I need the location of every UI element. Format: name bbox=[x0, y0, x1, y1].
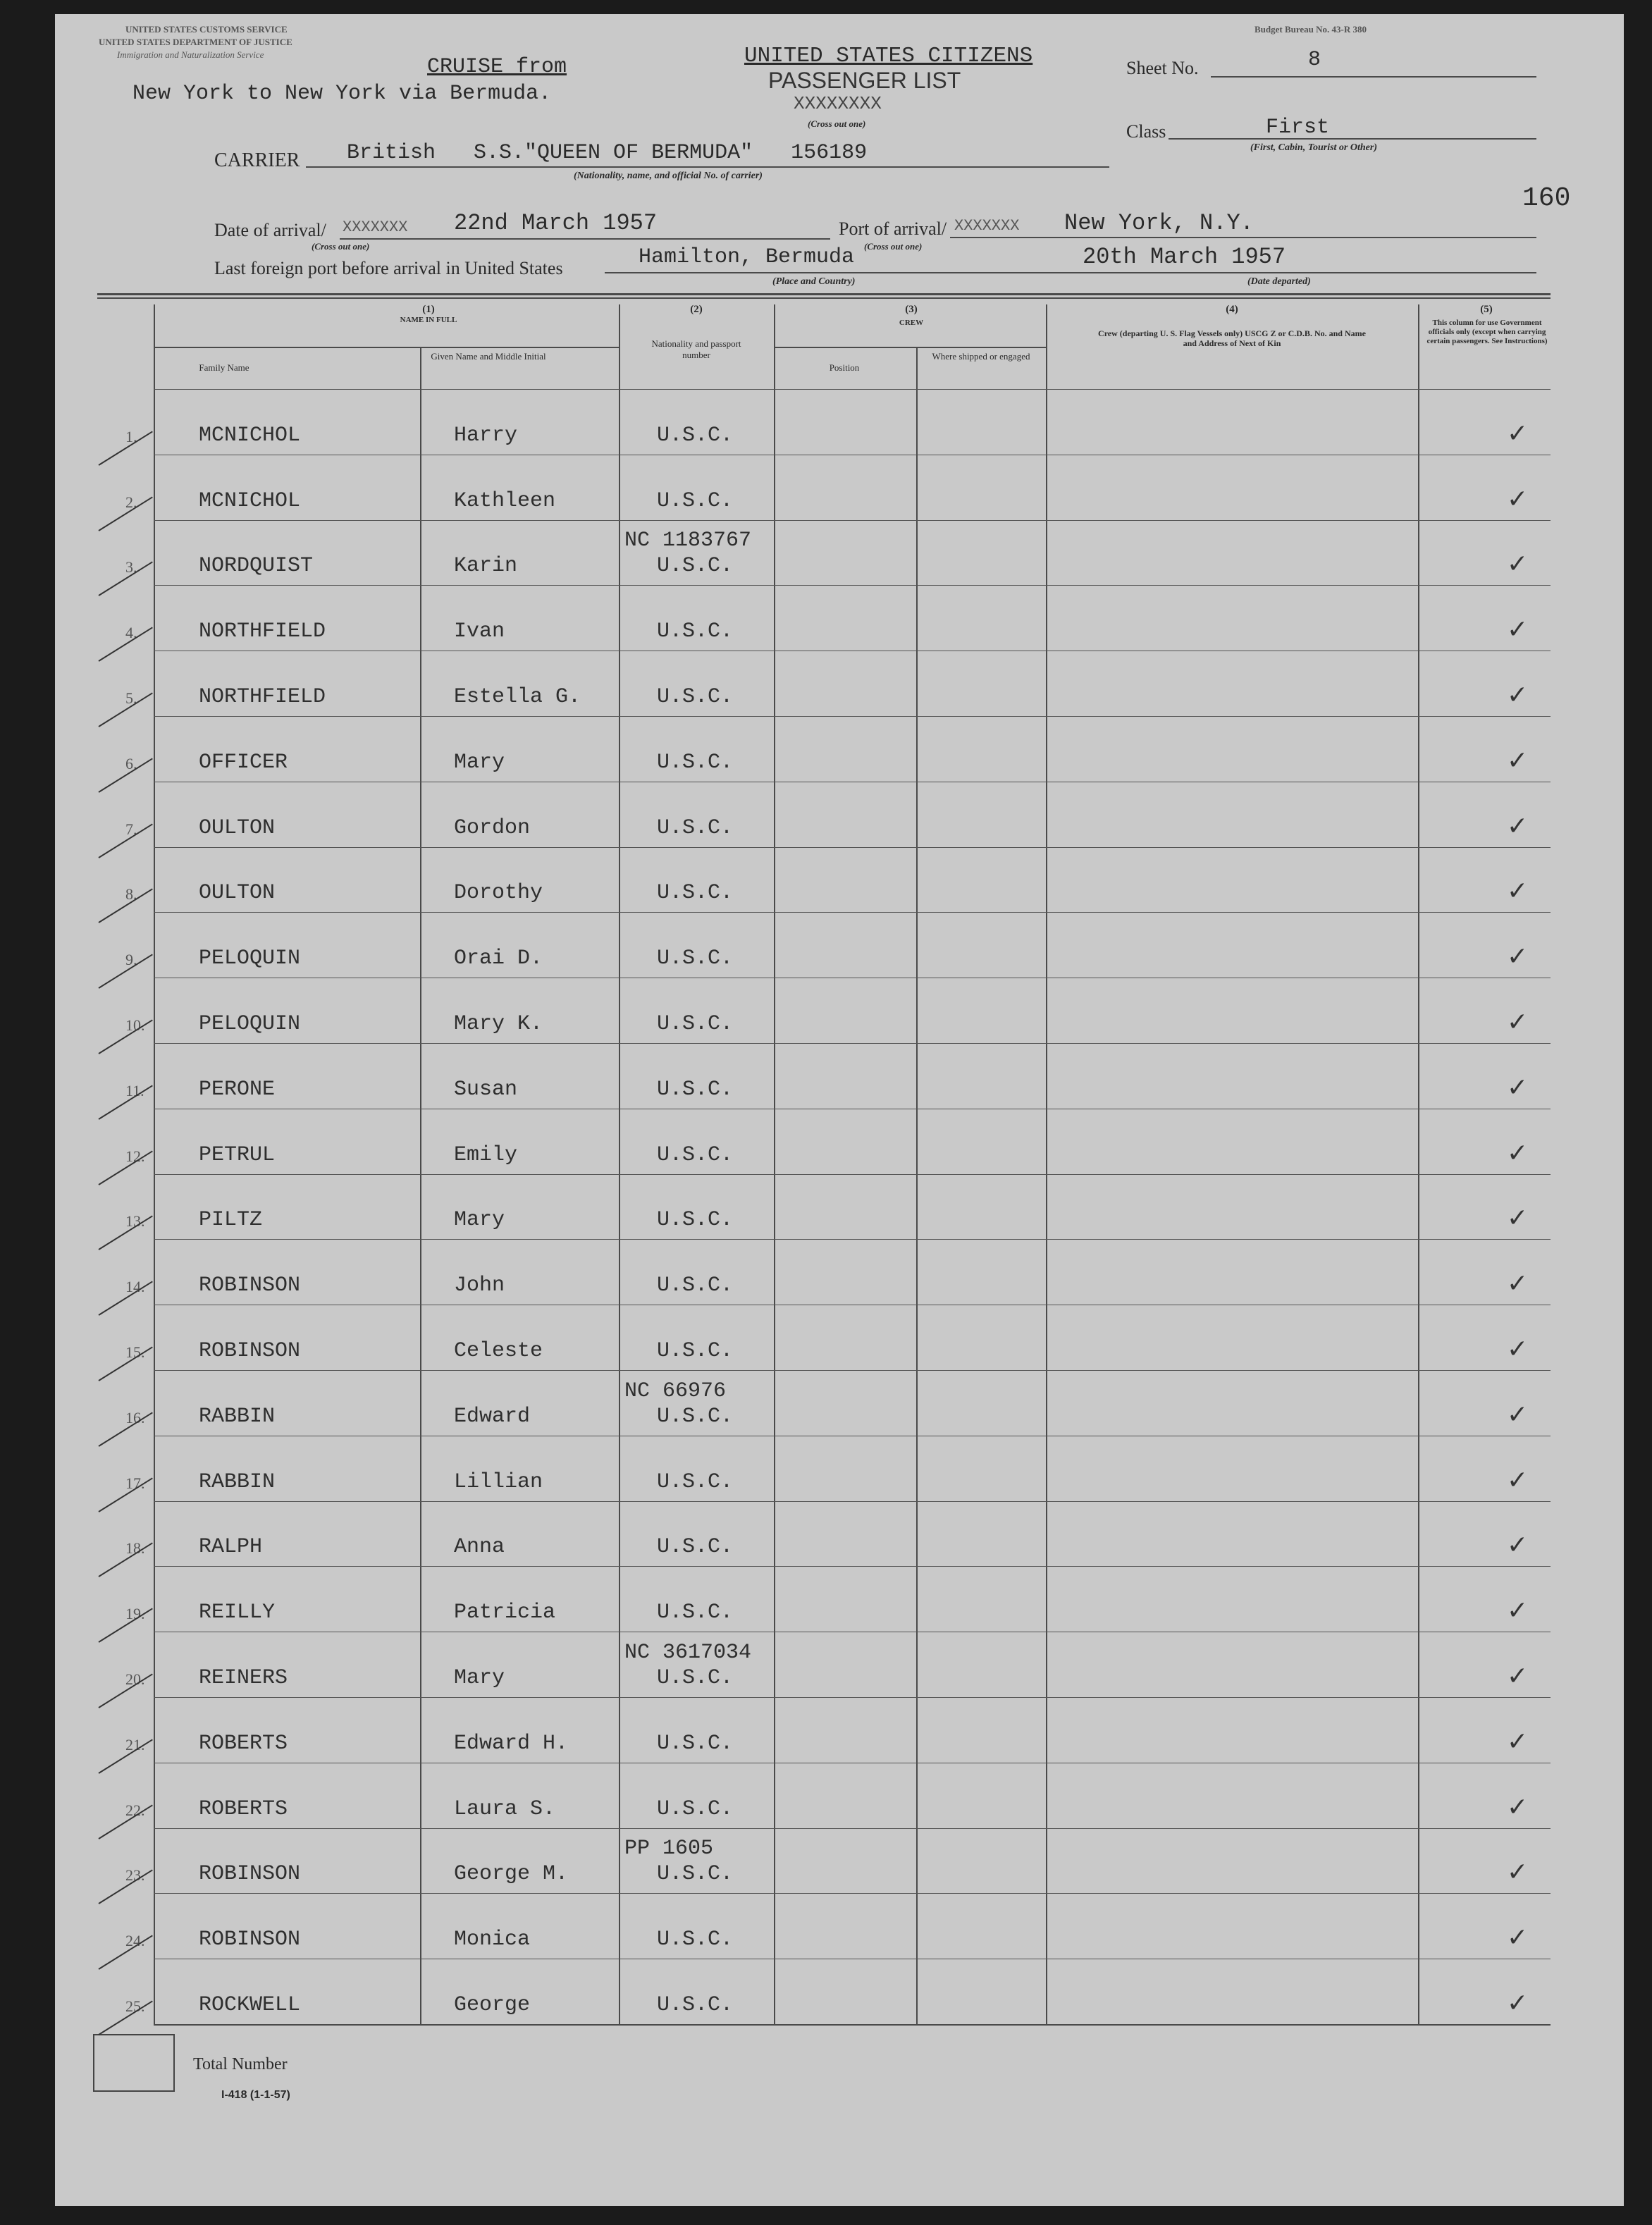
nationality: U.S.C. bbox=[657, 815, 734, 840]
nationality: U.S.C. bbox=[657, 1208, 734, 1233]
given-name: Estella G. bbox=[454, 685, 581, 709]
carrier-value: British S.S."QUEEN OF BERMUDA" 156189 bbox=[347, 141, 868, 165]
row-number: 15. bbox=[125, 1343, 145, 1361]
passport-number: PP 1605 bbox=[624, 1837, 714, 1861]
row-number: 19. bbox=[125, 1605, 145, 1623]
row-number: 18. bbox=[125, 1539, 145, 1558]
col2-heading: Nationality and passport number bbox=[651, 338, 741, 360]
col4-heading: Crew (departing U. S. Flag Vessels only) USCG Z or C.D.B. No. and Name and Address of Next of Kin bbox=[1098, 328, 1366, 349]
nationality: U.S.C. bbox=[657, 685, 734, 709]
row-number: 3. bbox=[125, 558, 137, 577]
col4-number: (4) bbox=[1226, 304, 1238, 315]
family-name: PETRUL bbox=[199, 1142, 276, 1167]
last-port-label: Last foreign port before arrival in United States bbox=[214, 258, 563, 278]
row-number: 10. bbox=[125, 1016, 145, 1034]
given-name: Orai D. bbox=[454, 947, 543, 971]
cruise-label: CRUISE from bbox=[427, 55, 567, 79]
col3-number: (3) bbox=[905, 304, 918, 315]
position-heading: Position bbox=[829, 362, 860, 373]
family-name: OFFICER bbox=[199, 750, 288, 775]
row-number: 24. bbox=[125, 1932, 145, 1950]
given-name: Patricia bbox=[454, 1601, 556, 1625]
nationality: U.S.C. bbox=[657, 1731, 734, 1756]
col1-heading: NAME IN FULL bbox=[400, 316, 457, 324]
family-name: MCNICHOL bbox=[199, 488, 301, 513]
check-mark: ✓ bbox=[1507, 811, 1529, 841]
check-mark: ✓ bbox=[1507, 1989, 1529, 2018]
nationality: U.S.C. bbox=[657, 1666, 734, 1690]
family-name: ROBERTS bbox=[199, 1796, 288, 1821]
col1-number: (1) bbox=[422, 304, 435, 315]
check-mark: ✓ bbox=[1507, 1662, 1529, 1691]
row-number: 17. bbox=[125, 1474, 145, 1492]
given-name: Anna bbox=[454, 1535, 505, 1560]
check-mark: ✓ bbox=[1507, 419, 1529, 448]
family-name: ROBINSON bbox=[199, 1339, 301, 1363]
given-name: Edward H. bbox=[454, 1731, 569, 1756]
check-mark: ✓ bbox=[1507, 1792, 1529, 1822]
port-arrival-label: Port of arrival/ bbox=[839, 218, 947, 239]
nationality: U.S.C. bbox=[657, 1274, 734, 1298]
family-name: RABBIN bbox=[199, 1404, 276, 1429]
family-name: PELOQUIN bbox=[199, 1012, 301, 1036]
check-mark: ✓ bbox=[1507, 1858, 1529, 1887]
row-number: 5. bbox=[125, 689, 137, 707]
agency-line-3: Immigration and Naturalization Service bbox=[117, 49, 264, 60]
family-name: ROBINSON bbox=[199, 1862, 301, 1887]
list-title: UNITED STATES CITIZENS bbox=[744, 44, 1033, 68]
nationality: U.S.C. bbox=[657, 1601, 734, 1625]
given-name: Monica bbox=[454, 1928, 531, 1952]
passport-number: NC 66976 bbox=[624, 1379, 727, 1403]
check-mark: ✓ bbox=[1507, 1596, 1529, 1626]
given-name: Dorothy bbox=[454, 881, 543, 906]
route: New York to New York via Bermuda. bbox=[132, 82, 552, 106]
nationality: U.S.C. bbox=[657, 620, 734, 644]
nationality: U.S.C. bbox=[657, 1796, 734, 1821]
nationality: U.S.C. bbox=[657, 554, 734, 579]
check-mark: ✓ bbox=[1507, 746, 1529, 775]
class-value: First bbox=[1266, 116, 1330, 140]
given-name: George M. bbox=[454, 1862, 569, 1887]
check-mark: ✓ bbox=[1507, 1727, 1529, 1756]
date-arrival-value: 22nd March 1957 bbox=[454, 210, 658, 236]
passport-number: NC 1183767 bbox=[624, 529, 752, 553]
check-mark: ✓ bbox=[1507, 1204, 1529, 1233]
family-name: ROBINSON bbox=[199, 1928, 301, 1952]
nationality: U.S.C. bbox=[657, 488, 734, 513]
family-name: ROCKWELL bbox=[199, 1993, 301, 2017]
col5-number: (5) bbox=[1480, 304, 1493, 315]
given-name: Susan bbox=[454, 1077, 518, 1102]
row-number: 7. bbox=[125, 820, 137, 838]
last-port-value: Hamilton, Bermuda bbox=[639, 245, 855, 269]
given-name: Mary bbox=[454, 1666, 505, 1690]
given-name: Mary K. bbox=[454, 1012, 543, 1036]
row-number: 4. bbox=[125, 624, 137, 642]
check-mark: ✓ bbox=[1507, 942, 1529, 972]
budget-bureau-no: Budget Bureau No. 43-R 380 bbox=[1255, 24, 1367, 35]
given-name: John bbox=[454, 1274, 505, 1298]
row-number: 11. bbox=[125, 1081, 144, 1099]
family-name: PERONE bbox=[199, 1077, 276, 1102]
family-name: PELOQUIN bbox=[199, 947, 301, 971]
agency-line-1: UNITED STATES CUSTOMS SERVICE bbox=[125, 24, 288, 35]
check-mark: ✓ bbox=[1507, 681, 1529, 710]
family-name: RABBIN bbox=[199, 1469, 276, 1494]
port-cross-hint: (Cross out one) bbox=[864, 241, 923, 252]
family-name: MCNICHOL bbox=[199, 423, 301, 448]
nationality: U.S.C. bbox=[657, 1862, 734, 1887]
given-name: Emily bbox=[454, 1142, 518, 1167]
col5-heading: This column for use Government officials only (except when carrying certain passengers. See Instructions) bbox=[1426, 319, 1548, 346]
given-name: Ivan bbox=[454, 620, 505, 644]
carrier-label: CARRIER bbox=[214, 149, 300, 171]
row-number: 12. bbox=[125, 1147, 145, 1165]
nationality: U.S.C. bbox=[657, 1339, 734, 1363]
check-mark: ✓ bbox=[1507, 1138, 1529, 1168]
list-subtitle: PASSENGER LIST bbox=[768, 68, 961, 93]
check-mark: ✓ bbox=[1507, 615, 1529, 645]
nationality: U.S.C. bbox=[657, 1469, 734, 1494]
nationality: U.S.C. bbox=[657, 881, 734, 906]
carrier-hint: (Nationality, name, and official No. of carrier) bbox=[574, 171, 763, 181]
cross-out-hint: (Cross out one) bbox=[808, 118, 866, 129]
check-mark: ✓ bbox=[1507, 484, 1529, 514]
nationality: U.S.C. bbox=[657, 1404, 734, 1429]
row-number: 9. bbox=[125, 951, 137, 969]
check-mark: ✓ bbox=[1507, 1531, 1529, 1560]
row-number: 23. bbox=[125, 1866, 145, 1885]
row-number: 25. bbox=[125, 1997, 145, 2015]
page-number: 160 bbox=[1522, 183, 1571, 214]
class-label: Class bbox=[1126, 121, 1166, 142]
given-name: Edward bbox=[454, 1404, 531, 1429]
row-number: 14. bbox=[125, 1278, 145, 1296]
check-mark: ✓ bbox=[1507, 1400, 1529, 1429]
family-name-heading: Family Name bbox=[199, 362, 249, 373]
nationality: U.S.C. bbox=[657, 1928, 734, 1952]
given-name: Karin bbox=[454, 554, 518, 579]
crossed-out-word: XXXXXXXX bbox=[794, 93, 882, 114]
family-name: PILTZ bbox=[199, 1208, 263, 1233]
family-name: NORTHFIELD bbox=[199, 620, 326, 644]
sheet-no-label: Sheet No. bbox=[1126, 58, 1199, 78]
date-arrival-label: Date of arrival/ bbox=[214, 220, 326, 240]
row-number: 21. bbox=[125, 1735, 145, 1754]
given-name: Celeste bbox=[454, 1339, 543, 1363]
check-mark: ✓ bbox=[1507, 1923, 1529, 1953]
total-number-label: Total Number bbox=[193, 2055, 288, 2073]
row-number: 20. bbox=[125, 1670, 145, 1688]
check-mark: ✓ bbox=[1507, 1008, 1529, 1037]
given-name: Kathleen bbox=[454, 488, 556, 513]
row-number: 6. bbox=[125, 754, 137, 772]
date-departed-value: 20th March 1957 bbox=[1083, 244, 1286, 270]
row-number: 1. bbox=[125, 427, 137, 445]
form-number: I-418 (1-1-57) bbox=[221, 2089, 290, 2101]
row-number: 22. bbox=[125, 1801, 145, 1819]
family-name: RALPH bbox=[199, 1535, 263, 1560]
passenger-list-sheet bbox=[55, 14, 1624, 2206]
family-name: ROBINSON bbox=[199, 1274, 301, 1298]
sheet-no-value: 8 bbox=[1308, 48, 1321, 72]
nationality: U.S.C. bbox=[657, 750, 734, 775]
nationality: U.S.C. bbox=[657, 1077, 734, 1102]
place-hint: (Place and Country) bbox=[772, 276, 856, 287]
check-mark: ✓ bbox=[1507, 550, 1529, 579]
class-hint: (First, Cabin, Tourist or Other) bbox=[1250, 142, 1377, 153]
check-mark: ✓ bbox=[1507, 1335, 1529, 1364]
check-mark: ✓ bbox=[1507, 1073, 1529, 1102]
row-number: 13. bbox=[125, 1212, 145, 1231]
where-shipped-heading: Where shipped or engaged bbox=[932, 351, 1030, 362]
check-mark: ✓ bbox=[1507, 877, 1529, 906]
check-mark: ✓ bbox=[1507, 1465, 1529, 1495]
given-name: Gordon bbox=[454, 815, 531, 840]
given-name: Harry bbox=[454, 423, 518, 448]
nationality: U.S.C. bbox=[657, 1993, 734, 2017]
nationality: U.S.C. bbox=[657, 1012, 734, 1036]
given-name-heading: Given Name and Middle Initial bbox=[431, 351, 546, 362]
given-name: Laura S. bbox=[454, 1796, 556, 1821]
port-arrival-crossed: XXXXXXX bbox=[954, 217, 1020, 235]
row-number: 16. bbox=[125, 1408, 145, 1426]
row-number: 8. bbox=[125, 885, 137, 904]
date-arrival-crossed: XXXXXXX bbox=[343, 218, 408, 236]
given-name: Mary bbox=[454, 750, 505, 775]
family-name: NORDQUIST bbox=[199, 554, 314, 579]
family-name: NORTHFIELD bbox=[199, 685, 326, 709]
given-name: Mary bbox=[454, 1208, 505, 1233]
family-name: OULTON bbox=[199, 881, 276, 906]
nationality: U.S.C. bbox=[657, 947, 734, 971]
given-name: Lillian bbox=[454, 1469, 543, 1494]
agency-line-2: UNITED STATES DEPARTMENT OF JUSTICE bbox=[99, 37, 292, 47]
port-arrival-value: New York, N.Y. bbox=[1064, 210, 1254, 236]
given-name: George bbox=[454, 1993, 531, 2017]
nationality: U.S.C. bbox=[657, 1535, 734, 1560]
family-name: REINERS bbox=[199, 1666, 288, 1690]
passport-number: NC 3617034 bbox=[624, 1641, 752, 1665]
row-number: 2. bbox=[125, 493, 137, 511]
nationality: U.S.C. bbox=[657, 1142, 734, 1167]
total-number-box bbox=[93, 2034, 175, 2092]
col2-number: (2) bbox=[690, 304, 703, 315]
check-mark: ✓ bbox=[1507, 1269, 1529, 1299]
family-name: OULTON bbox=[199, 815, 276, 840]
date-cross-hint: (Cross out one) bbox=[312, 241, 370, 252]
family-name: REILLY bbox=[199, 1601, 276, 1625]
date-departed-hint: (Date departed) bbox=[1247, 276, 1311, 287]
nationality: U.S.C. bbox=[657, 423, 734, 448]
col3-heading: CREW bbox=[899, 319, 924, 327]
family-name: ROBERTS bbox=[199, 1731, 288, 1756]
